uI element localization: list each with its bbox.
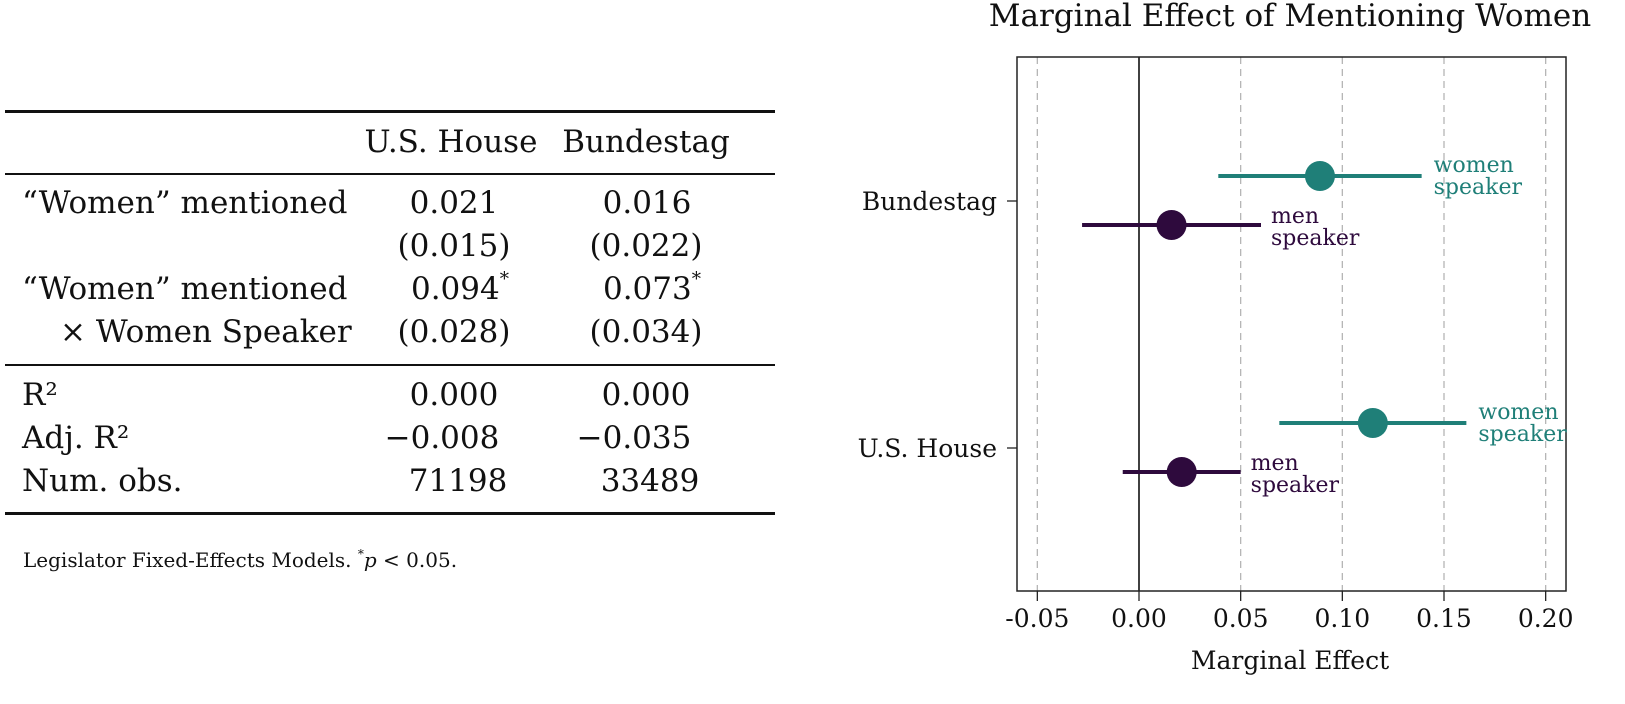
- row-value-us: 0.094*: [410, 269, 510, 307]
- row-se-us: (0.015): [397, 228, 511, 264]
- header-col-bundestag: Bundestag: [562, 124, 730, 160]
- series-label: men: [1271, 204, 1320, 229]
- row-label: × Women Speaker: [60, 314, 352, 350]
- x-axis: [1005, 591, 1573, 633]
- y-tick-label: U.S. House: [857, 434, 997, 463]
- x-tick-label: -0.05: [1005, 604, 1070, 633]
- series-label: women: [1478, 400, 1559, 425]
- x-tick-label: 0.00: [1111, 604, 1167, 633]
- series-label: men: [1250, 451, 1299, 476]
- point-estimate: [1157, 210, 1187, 240]
- row-value-us: 71198: [408, 463, 508, 499]
- point-estimate: [1358, 408, 1388, 438]
- point-estimate: [1167, 457, 1197, 487]
- x-tick-label: 0.05: [1212, 604, 1269, 633]
- row-value-bt: 0.073*: [602, 269, 702, 307]
- row-se-bt: (0.034): [589, 314, 703, 350]
- row-label: “Women” mentioned: [22, 271, 348, 307]
- row-value-us: −0.008: [384, 420, 500, 456]
- series-label: speaker: [1433, 175, 1523, 200]
- row-label: “Women” mentioned: [22, 185, 348, 221]
- gridlines: [1037, 57, 1545, 591]
- row-value-bt: −0.035: [576, 420, 692, 456]
- series-label: speaker: [1250, 473, 1340, 498]
- series-label: speaker: [1271, 226, 1360, 251]
- row-value-bt: 0.016: [602, 185, 692, 221]
- table-footnote: Legislator Fixed-Effects Models. *p < 0.05.: [23, 547, 458, 572]
- y-tick-label: Bundestag: [861, 187, 997, 216]
- point-estimate: [1305, 161, 1335, 191]
- series-label: speaker: [1478, 422, 1567, 447]
- row-label: Adj. R²: [22, 420, 130, 456]
- series-label: women: [1433, 153, 1514, 178]
- row-se-us: (0.028): [397, 314, 511, 350]
- x-axis-label: Marginal Effect: [1190, 646, 1390, 675]
- row-value-us: 0.000: [409, 377, 499, 413]
- x-tick-label: 0.10: [1314, 604, 1371, 633]
- row-value-bt: 0.000: [601, 377, 691, 413]
- row-label: Num. obs.: [22, 463, 183, 499]
- row-value-bt: 33489: [600, 463, 700, 499]
- row-se-bt: (0.022): [589, 228, 703, 264]
- chart-title: Marginal Effect of Mentioning Women: [988, 0, 1592, 34]
- data-marks: [1082, 153, 1567, 498]
- row-label: R²: [22, 377, 58, 413]
- x-tick-label: 0.20: [1517, 604, 1574, 633]
- header-col-us-house: U.S. House: [364, 124, 538, 160]
- row-value-us: 0.021: [409, 185, 499, 221]
- x-tick-label: 0.15: [1416, 604, 1472, 633]
- y-axis: [858, 187, 1017, 463]
- plot-frame: [1017, 57, 1566, 591]
